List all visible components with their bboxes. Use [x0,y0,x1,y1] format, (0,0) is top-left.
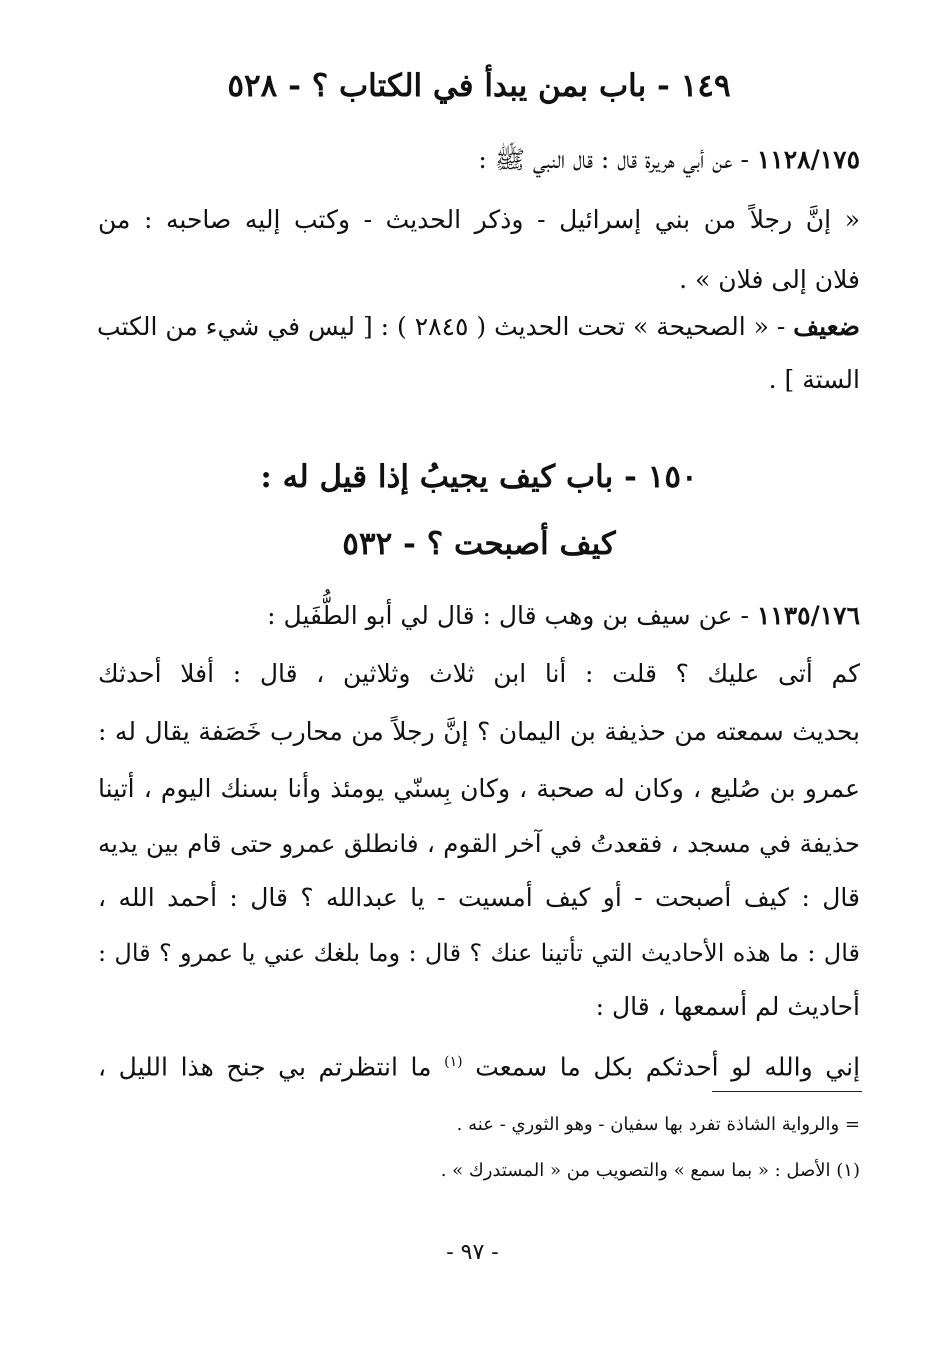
grade-line-2: الستة ] . [768,365,860,394]
footnote-reference: (١) [444,1054,463,1070]
hadith-number: ١١٢٨/١٧٥ [756,145,860,174]
footnote-1: (١) الأصل : « بما سمع » والتصويب من « المستدرك » . [440,1160,860,1181]
chapter-heading-150-line-1: ١٥٠ - باب كيف يجيبُ إذا قيل له : [260,459,698,495]
chapter-heading-150-line-2: كيف أصبحت ؟ - ٥٣٢ [342,526,616,562]
grade-label: ضعيف [793,312,860,341]
footnote-divider [712,1091,862,1092]
grade-line-1 [98,309,860,345]
hadith-176-line-4: عمرو بن صُليع ، وكان له صحبة ، وكان بِسنّي يومئذ وأنا بسنك اليوم ، أتينا [98,774,860,803]
hadith-175-intro [98,142,860,178]
footnote-continuation: = والرواية الشاذة تفرد بها سفيان - وهو الثوري - عنه . [456,1114,860,1135]
hadith-175-line-2: « إنَّ رجلاً من بني إسرائيل - وذكر الحديث - وكتب إليه صاحبه : من [98,205,860,234]
chapter-heading-149: ١٤٩ - باب بمن يبدأ في الكتاب ؟ - ٥٢٨ [227,68,731,104]
page-number: - ٩٧ - [446,1240,499,1265]
hadith-176-line-8: أحاديث لم أسمعها ، قال : [595,992,860,1021]
hadith-176-line-3: بحديث سمعته من حذيفة بن اليمان ؟ إنَّ رجلاً من محارب خَصَفة يقال له : [98,717,860,746]
text-part-a: إني والله لو أحدثكم بكل ما سمعت [475,1052,861,1082]
text-part-b: ما انتظرتم بي جنح هذا الليل ، [98,1052,432,1082]
hadith-number: ١١٣٥/١٧٦ [756,601,860,630]
hadith-text: - عن أبي هريرة قال : قال النبي ﷺ : [478,145,749,174]
hadith-176-line-6: قال : كيف أصبحت - أو كيف أمسيت - يا عبدالله ؟ قال : أحمد الله ، [98,883,860,912]
hadith-176-line-5: حذيفة في مسجد ، فقعدتُ في آخر القوم ، فانطلق عمرو حتى قام بين يديه [98,829,860,858]
hadith-176-line-9 [98,1044,860,1085]
hadith-176-intro [98,598,860,634]
grade-text: - « الصحيحة » تحت الحديث ( ٢٨٤٥ ) : [ ليس في شيء من الكتب [97,312,786,341]
hadith-175-line-3: فلان إلى فلان » . [679,265,860,294]
hadith-text: - عن سيف بن وهب قال : قال لي أبو الطُّفَيل : [267,601,749,630]
hadith-176-line-7: قال : ما هذه الأحاديث التي تأتينا عنك ؟ قال : وما بلغك عني يا عمرو ؟ قال : [98,939,860,967]
hadith-176-line-2: كم أتى عليك ؟ قلت : أنا ابن ثلاث وثلاثين ، قال : أفلا أحدثك [98,659,860,688]
